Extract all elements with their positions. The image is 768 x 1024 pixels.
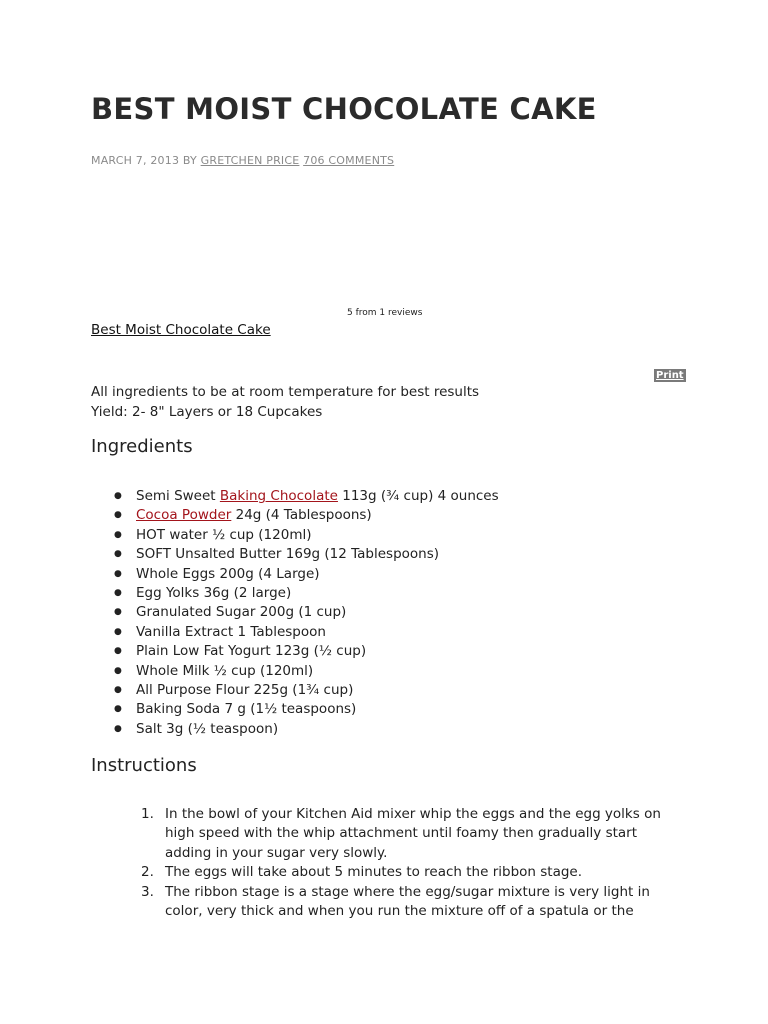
instructions-heading: Instructions	[91, 755, 197, 776]
comments-link[interactable]: 706 COMMENTS	[303, 154, 395, 167]
ingredient-item	[91, 603, 499, 622]
instruction-step	[91, 863, 691, 882]
ingredients-list	[91, 487, 499, 739]
step-text-line: color, very thick and when you run the mixture off of a spatula or the	[165, 903, 634, 920]
ingredient-text: All Purpose Flour 225g (1¾ cup)	[136, 682, 354, 699]
step-text-line: adding in your sugar very slowly.	[165, 844, 388, 861]
ingredient-item	[91, 584, 499, 603]
ingredient-item	[91, 662, 499, 681]
instruction-step	[91, 883, 691, 922]
instructions-list	[91, 805, 691, 921]
ingredient-text: Whole Milk ½ cup (120ml)	[136, 662, 314, 679]
ingredient-text: Vanilla Extract 1 Tablespoon	[136, 623, 326, 640]
ingredient-text: Semi Sweet	[136, 488, 220, 504]
ingredient-text: Egg Yolks 36g (2 large)	[136, 585, 292, 602]
step-number: 1.	[141, 806, 154, 822]
step-text-line: In the bowl of your Kitchen Aid mixer whip the eggs and the egg yolks on	[165, 806, 661, 822]
ingredient-link[interactable]: Baking Chocolate	[219, 488, 338, 504]
ingredient-amount: 24g (4 Tablespoons)	[231, 507, 372, 524]
instruction-step	[91, 805, 691, 863]
ingredient-text: Salt 3g (½ teaspoon)	[136, 720, 279, 737]
step-text-line: high speed with the whip attachment until foamy then gradually start	[165, 825, 638, 842]
ingredient-text: Whole Eggs 200g (4 Large)	[136, 565, 320, 582]
post-by: BY	[182, 154, 197, 167]
recipe-yield: Yield: 2- 8" Layers or 18 Cupcakes	[91, 403, 323, 420]
print-button[interactable]: Print	[656, 370, 684, 381]
ingredient-item	[91, 506, 499, 525]
ingredient-text: SOFT Unsalted Butter 169g (12 Tablespoons)	[136, 546, 440, 563]
ingredient-item	[91, 565, 499, 584]
step-number: 2.	[141, 864, 154, 881]
ingredient-item	[91, 642, 499, 661]
post-date: MARCH 7, 2013	[91, 154, 180, 167]
author-link[interactable]: GRETCHEN PRICE	[200, 154, 300, 167]
step-text-line: The eggs will take about 5 minutes to reach the ribbon stage.	[165, 864, 583, 881]
ingredient-link[interactable]: Cocoa Powder	[136, 507, 232, 524]
ingredient-amount: 113g (¾ cup) 4 ounces	[337, 488, 499, 504]
step-number: 3.	[141, 883, 154, 900]
ingredient-item	[91, 623, 499, 642]
step-text-line: The ribbon stage is a stage where the egg/sugar mixture is very light in	[165, 883, 650, 900]
ingredient-item	[91, 681, 499, 700]
ingredient-text: HOT water ½ cup (120ml)	[136, 526, 312, 543]
rating-text: 5 from 1 reviews	[347, 308, 423, 318]
ingredient-item	[91, 526, 499, 545]
ingredient-text: Baking Soda 7 g (1½ teaspoons)	[136, 701, 357, 718]
ingredients-heading: Ingredients	[91, 436, 193, 457]
ingredient-text: Granulated Sugar 200g (1 cup)	[136, 604, 347, 621]
ingredient-item	[91, 720, 499, 739]
post-meta	[91, 154, 394, 167]
ingredient-item	[91, 487, 499, 506]
recipe-name: Best Moist Chocolate Cake	[91, 322, 271, 338]
recipe-summary	[91, 383, 479, 422]
ingredient-text: Plain Low Fat Yogurt 123g (½ cup)	[136, 643, 367, 660]
ingredient-item	[91, 545, 499, 564]
post-title: BEST MOIST CHOCOLATE CAKE	[91, 92, 597, 126]
ingredient-item	[91, 700, 499, 719]
recipe-note: All ingredients to be at room temperature for best results	[91, 384, 480, 400]
